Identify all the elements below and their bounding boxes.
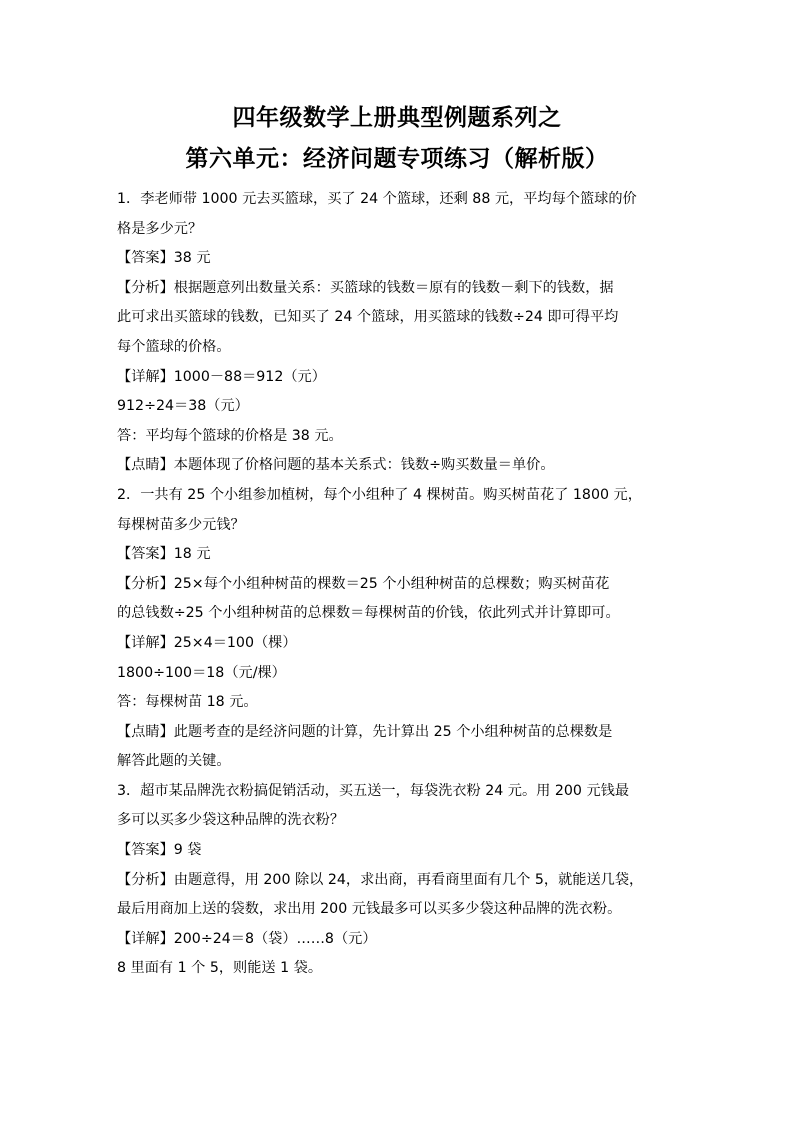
question-3-analysis-cont: 最后用商加上送的袋数，求出用 200 元钱最多可以买多少袋这种品牌的洗衣粉。 [117, 901, 622, 918]
document-subtitle: 第六单元：经济问题专项练习（解析版） [185, 146, 609, 172]
question-3-text: 3．超市某品牌洗衣粉搞促销活动，买五送一，每袋洗衣粉 24 元。用 200 元钱最 [117, 782, 630, 799]
question-1-solution-step: 912÷24＝38（元） [117, 398, 249, 415]
question-1-analysis-cont: 此可求出买篮球的钱数，已知买了 24 个篮球，用买篮球的钱数÷24 即可得平均 [117, 309, 619, 326]
question-3-analysis: 【分析】由题意得，用 200 除以 24，求出商，再看商里面有几个 5，就能送几袋， [117, 871, 644, 888]
question-2-solution: 【详解】25×4＝100（棵） [117, 634, 297, 651]
question-3-solution: 【详解】200÷24＝8（袋）……8（元） [117, 930, 377, 947]
question-1-reply: 答：平均每个篮球的价格是 38 元。 [117, 427, 343, 444]
question-1-analysis: 【分析】根据题意列出数量关系：买篮球的钱数＝原有的钱数－剩下的钱数，据 [117, 279, 614, 296]
question-2-comment: 【点睛】此题考查的是经济问题的计算，先计算出 25 个小组种树苗的总棵数是 [117, 723, 613, 740]
question-1-comment: 【点睛】本题体现了价格问题的基本关系式：钱数÷购买数量＝单价。 [117, 457, 555, 474]
question-2-answer: 【答案】18 元 [117, 546, 211, 563]
document-body [117, 185, 677, 984]
question-1-text-cont: 格是多少元？ [117, 220, 203, 237]
question-2-analysis: 【分析】25×每个小组种树苗的棵数＝25 个小组种树苗的总棵数；购买树苗花 [117, 575, 610, 592]
question-1-solution: 【详解】1000－88＝912（元） [117, 368, 326, 385]
question-2-comment-cont: 解答此题的关键。 [117, 753, 231, 770]
question-3-solution-step: 8 里面有 1 个 5，则能送 1 袋。 [117, 960, 323, 977]
question-1-answer: 【答案】38 元 [117, 250, 211, 267]
question-1-analysis-cont: 每个篮球的价格。 [117, 338, 231, 355]
question-1-text: 1．李老师带 1000 元去买篮球，买了 24 个篮球，还剩 88 元，平均每个篮球的价 [117, 191, 637, 207]
question-2-solution-step: 1800÷100＝18（元/棵） [117, 664, 286, 681]
question-3-text-cont: 多可以买多少袋这种品牌的洗衣粉？ [117, 812, 345, 829]
question-2-reply: 答：每棵树苗 18 元。 [117, 694, 258, 711]
question-2-analysis-cont: 的总钱数÷25 个小组种树苗的总棵数＝每棵树苗的价钱，依此列式并计算即可。 [117, 605, 620, 622]
document-title: 四年级数学上册典型例题系列之 [232, 105, 562, 131]
question-2-text-cont: 每棵树苗多少元钱？ [117, 516, 245, 533]
question-3-answer: 【答案】9 袋 [117, 842, 202, 859]
question-2-text: 2．一共有 25 个小组参加植树，每个小组种了 4 棵树苗。购买树苗花了 1800 元， [117, 486, 642, 503]
